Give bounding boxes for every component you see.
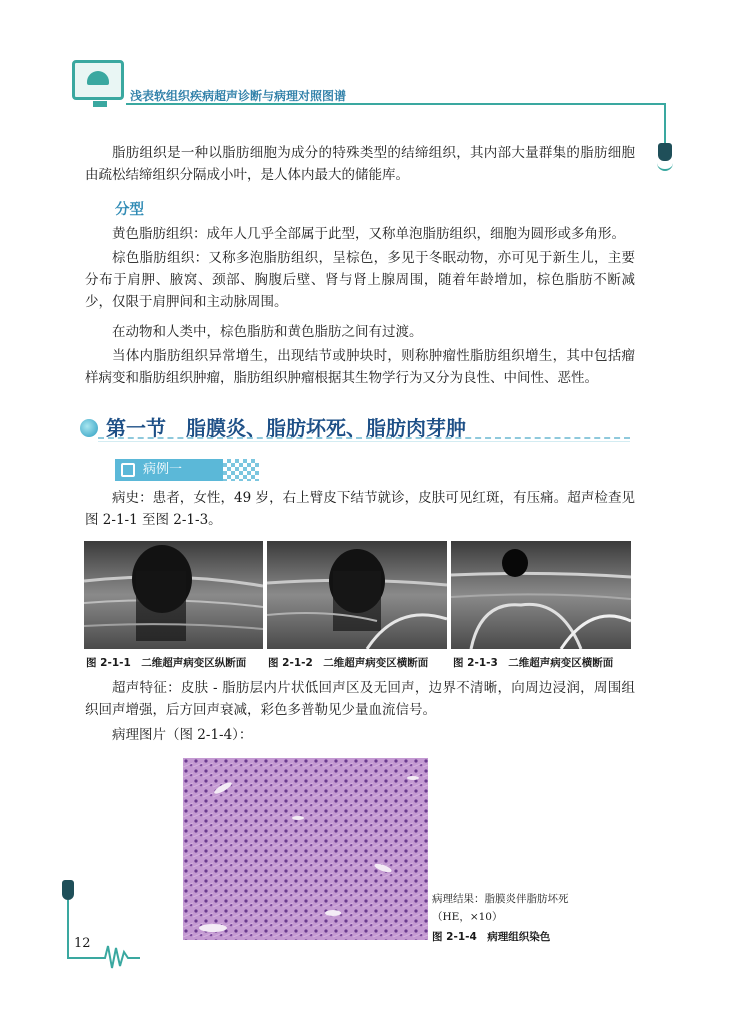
case-history: 病史：患者，女性，49 岁，右上臂皮下结节就诊，皮肤可见红斑，有压痛。超声检查见图 2-1-1 至图 2-1-3。 [85,490,635,528]
intro-paragraph: 脂肪组织是一种以脂肪细胞为成分的特殊类型的结缔组织，其内部大量群集的脂肪细胞由疏松结缔组织分隔成小叶，是人体内最大的储能库。 [85,145,635,183]
figure-caption-1: 图 2-1-1 二维超声病变区纵断面 [86,657,247,669]
ultrasound-image-3 [451,541,631,649]
tumor-paragraph: 当体内脂肪组织异常增生，出现结节或肿块时，则称肿瘤性脂肪组织增生，其中包括瘤样病变和脂肪组织肿瘤，脂肪组织肿瘤根据其生物学行为又分为良性、中间性、恶性。 [85,348,635,386]
ultrasound-monitor-icon [72,60,124,100]
wave-icon [657,163,673,171]
pathology-image [183,758,428,940]
case-tag-pattern [223,459,259,481]
section-underline [98,437,630,439]
pathology-intro: 病理图片（图 2-1-4）： [112,727,253,743]
pathology-caption: 图 2-1-4 病理组织染色 [432,931,551,943]
section-bullet-icon [80,419,98,437]
header-cord [664,103,666,143]
section-title: 第一节 脂膜炎、脂肪坏死、脂肪肉芽肿 [106,416,466,440]
classification-heading: 分型 [115,202,144,218]
footer-probe-icon [62,880,74,900]
ultrasound-image-1 [84,541,263,649]
pathology-result: 病理结果：脂膜炎伴脂肪坏死（HE，×10） [432,893,569,923]
probe-icon [658,143,672,161]
transition-paragraph: 在动物和人类中，棕色脂肪和黄色脂肪之间有过渡。 [112,324,423,340]
case-tag: 病例一 [115,459,223,481]
figure-caption-2: 图 2-1-2 二维超声病变区横断面 [268,657,429,669]
ultrasound-features: 超声特征：皮肤 - 脂肪层内片状低回声区及无回声，边界不清晰，向周边浸润，周围组织回声增强，后方回声衰减，彩色多普勒见少量血流信号。 [85,680,635,718]
footer-wave-icon [100,942,130,972]
brown-fat-paragraph: 棕色脂肪组织：又称多泡脂肪组织，呈棕色，多见于冬眠动物，亦可见于新生儿，主要分布于肩胛、腋窝、颈部、胸腹后壁、肾与肾上腺周围，随着年龄增加，棕色脂肪不断减少，仅限于肩胛间和主动脉周围。 [85,250,635,310]
page-number: 12 [74,936,91,951]
footer-cord [67,900,69,958]
header-divider [126,103,666,105]
figure-caption-3: 图 2-1-3 二维超声病变区横断面 [453,657,614,669]
yellow-fat-paragraph: 黄色脂肪组织：成年人几乎全部属于此型，又称单泡脂肪组织，细胞为圆形或多角形。 [112,226,625,242]
book-title: 浅表软组织疾病超声诊断与病理对照图谱 [130,89,347,103]
ultrasound-image-2 [267,541,447,649]
case-icon [121,463,135,477]
